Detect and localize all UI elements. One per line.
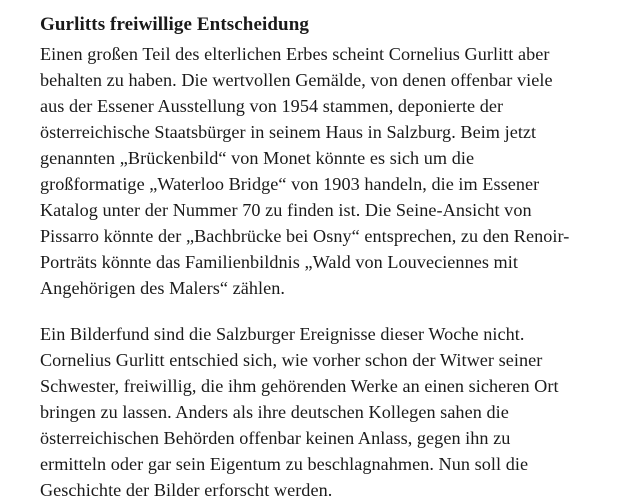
article-heading: Gurlitts freiwillige Entscheidung [40, 14, 309, 35]
text-line: Porträts könnte das Familienbildnis „Wald von Louveciennes mit [40, 252, 518, 272]
paragraph-spacer [40, 301, 636, 321]
text-line: ermitteln oder gar sein Eigentum zu beschlagnahmen. Nun soll die [40, 454, 529, 474]
text-line: Ein Bilderfund sind die Salzburger Ereignisse dieser Woche nicht. [40, 324, 525, 344]
text-line: Schwester, freiwillig, die ihm gehörenden Werke an einen sicheren Ort [40, 376, 559, 396]
text-line: aus der Essener Ausstellung von 1954 stammen, deponierte der [40, 96, 504, 116]
text-line: Cornelius Gurlitt entschied sich, wie vorher schon der Witwer seiner [40, 350, 543, 370]
text-line: Pissarro könnte der „Bachbrücke bei Osny“ entsprechen, zu den Renoir- [40, 226, 570, 246]
text-line: Geschichte der Bilder erforscht werden. [40, 480, 333, 500]
text-line: genannten „Brückenbild“ von Monet könnte es sich um die [40, 148, 475, 168]
text-line: großformatige „Waterloo Bridge“ von 1903 handeln, die im Essener [40, 174, 540, 194]
article [40, 12, 636, 503]
text-line: österreichische Staatsbürger in seinem Haus in Salzburg. Beim jetzt [40, 122, 537, 142]
text-line: Einen großen Teil des elterlichen Erbes scheint Cornelius Gurlitt aber [40, 44, 550, 64]
paragraph-1 [40, 41, 636, 301]
text-line: österreichischen Behörden offenbar keinen Anlass, gegen ihn zu [40, 428, 511, 448]
text-line: Angehörigen des Malers“ zählen. [40, 278, 285, 298]
text-line: bringen zu lassen. Anders als ihre deutschen Kollegen sahen die [40, 402, 509, 422]
paragraph-2 [40, 321, 636, 503]
text-line: Katalog unter der Nummer 70 zu finden ist. Die Seine-Ansicht von [40, 200, 532, 220]
text-line: behalten zu haben. Die wertvollen Gemälde, von denen offenbar viele [40, 70, 553, 90]
